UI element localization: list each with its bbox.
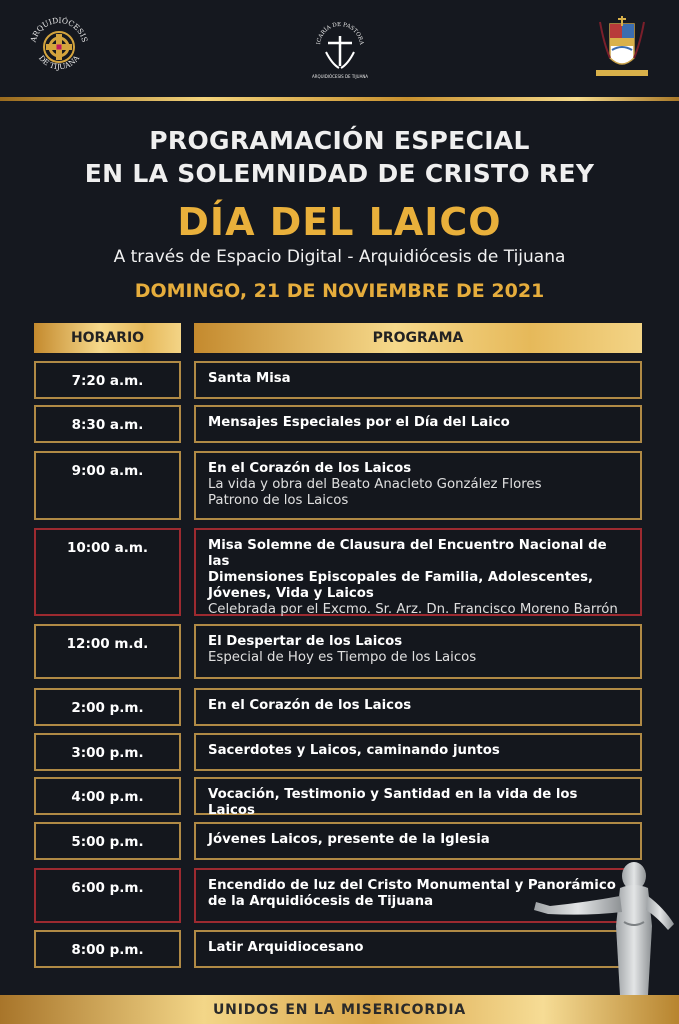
svg-text:DE TIJUANA: DE TIJUANA [36,53,82,72]
page-title-line1: PROGRAMACIÓN ESPECIAL [149,126,530,155]
program-cell [194,451,642,520]
program-title: Santa Misa [208,371,291,386]
archdiocese-seal-logo [26,14,92,84]
svg-text:ARQUIDIÓCESIS: ARQUIDIÓCESIS [28,15,90,44]
svg-text:VICARÍA DE PASTORAL: ICARÍA DE PASTORA [316,21,365,46]
program-detail: Celebrada por el Excmo. Sr. Arz. Dn. Francisco Moreno Barrón [208,602,618,617]
program-title: Encendido de luz del Cristo Monumental y Panorámico [208,878,616,893]
program-title: de la Arquidiócesis de Tijuana [208,894,434,909]
time-cell: 2:00 p.m. [34,688,181,726]
program-detail: La vida y obra del Beato Anacleto González Flores [208,477,542,492]
program-cell [194,528,642,616]
program-title: En el Corazón de los Laicos [208,698,412,713]
time-cell: 8:30 a.m. [34,405,181,443]
event-date: DOMINGO, 21 DE NOVIEMBRE DE 2021 [134,280,545,302]
cristo-monumental-statue [528,862,679,999]
program-cell [194,405,642,443]
program-detail: Patrono de los Laicos [208,493,349,508]
time-cell: 10:00 a.m. [34,528,181,616]
program-cell [194,733,642,771]
program-title: Misa Solemne de Clausura del Encuentro Nacional de las [208,538,607,569]
coat-of-arms-logo [592,14,652,84]
program-title: En el Corazón de los Laicos [208,461,412,476]
svg-text:ARQUIDIÓCESIS DE TIJUANA: ARQUIDIÓCESIS DE TIJUANA [311,74,369,79]
time-cell: 12:00 m.d. [34,624,181,679]
time-cell: 6:00 p.m. [34,868,181,923]
time-cell: 7:20 a.m. [34,361,181,399]
header-divider [0,97,679,101]
time-cell: 3:00 p.m. [34,733,181,771]
vicaria-pastoral-logo [306,14,374,86]
time-cell: 5:00 p.m. [34,822,181,860]
program-title: Sacerdotes y Laicos, caminando juntos [208,743,500,758]
time-cell: 9:00 a.m. [34,451,181,520]
subtitle: A través de Espacio Digital - Arquidiócesis de Tijuana [113,247,566,267]
program-title: Mensajes Especiales por el Día del Laico [208,415,510,430]
event-name: DÍA DEL LAICO [177,200,502,244]
program-title: Jóvenes, Vida y Laicos [208,586,374,601]
program-cell [194,777,642,818]
program-title: El Despertar de los Laicos [208,634,403,649]
program-title: Jóvenes Laicos, presente de la Iglesia [208,832,490,847]
time-cell: 8:00 p.m. [34,930,181,968]
program-cell [194,624,642,679]
program-detail: Especial de Hoy es Tiempo de los Laicos [208,650,477,665]
program-cell [194,688,642,726]
program-title: Vocación, Testimonio y Santidad en la vida de los Laicos [208,787,578,818]
column-header-programa: PROGRAMA [194,323,642,353]
page-title-line2: EN LA SOLEMNIDAD DE CRISTO REY [84,159,595,188]
program-title: Dimensiones Episcopales de Familia, Adolescentes, [208,570,594,585]
program-title: Latir Arquidiocesano [208,940,364,955]
column-header-horario: HORARIO [34,323,181,353]
footer-banner: UNIDOS EN LA MISERICORDIA [0,995,679,1024]
program-cell [194,822,642,860]
time-cell: 4:00 p.m. [34,777,181,815]
program-cell [194,361,642,399]
